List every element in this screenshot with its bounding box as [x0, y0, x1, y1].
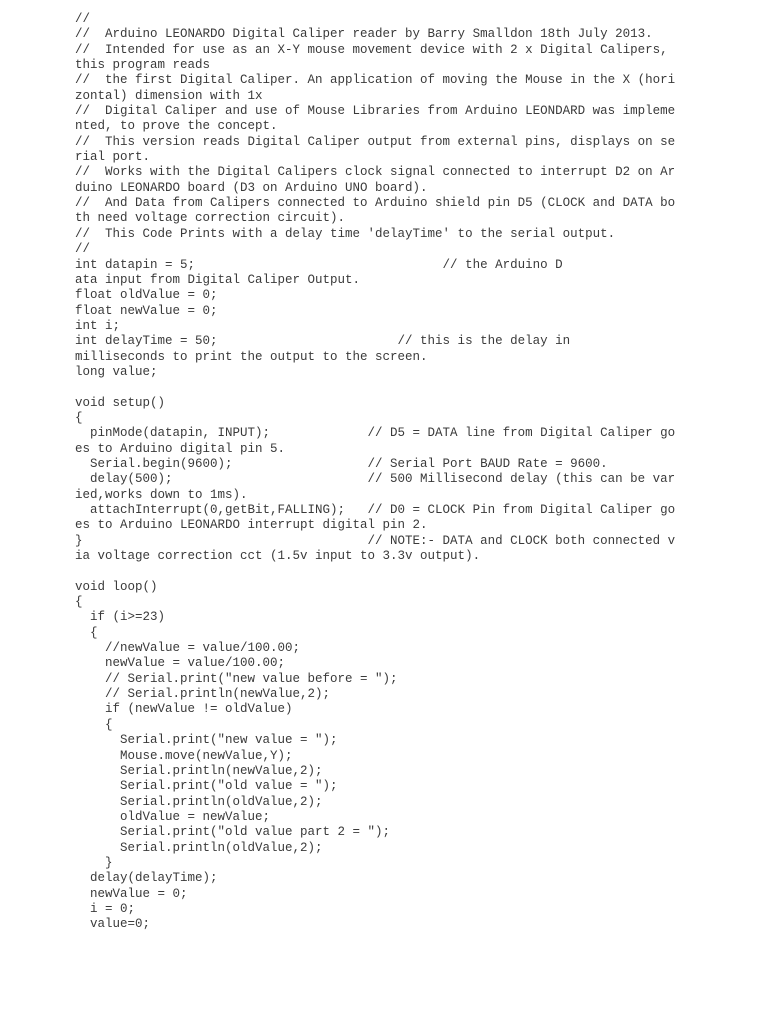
code-line: int delayTime = 50; // this is the delay in — [75, 334, 571, 349]
code-line: newValue = 0; — [75, 886, 188, 901]
code-line: ia voltage correction cct (1.5v input to 3.3v output). — [75, 549, 481, 564]
code-line: } // NOTE:- DATA and CLOCK both connected v — [75, 533, 676, 548]
code-line: ata input from Digital Caliper Output. — [75, 272, 361, 287]
code-line: newValue = value/100.00; — [75, 656, 286, 671]
code-line: Serial.print("old value = "); — [75, 779, 338, 794]
code-line: Serial.println(oldValue,2); — [75, 794, 323, 809]
code-line: // Works with the Digital Calipers clock signal connected to interrupt D2 on Ar — [75, 165, 676, 180]
code-line: } — [75, 855, 113, 870]
code-line: // Serial.println(newValue,2); — [75, 687, 331, 702]
code-line: void setup() — [75, 395, 166, 410]
code-line: { — [75, 717, 113, 732]
code-line: es to Arduino digital pin 5. — [75, 441, 286, 456]
code-line: Mouse.move(newValue,Y); — [75, 748, 293, 763]
code-line: Serial.begin(9600); // Serial Port BAUD Rate = 9600. — [75, 456, 608, 471]
code-line: if (i>=23) — [75, 610, 166, 625]
code-line: // Digital Caliper and use of Mouse Libraries from Arduino LEONDARD was impleme — [75, 104, 676, 119]
code-line: oldValue = newValue; — [75, 809, 271, 824]
code-line: int i; — [75, 318, 121, 333]
code-line: es to Arduino LEONARDO interrupt digital pin 2. — [75, 518, 428, 533]
code-line: Serial.print("new value = "); — [75, 733, 338, 748]
code-line: i = 0; — [75, 901, 136, 916]
code-line: this program reads — [75, 58, 211, 73]
code-line: //newValue = value/100.00; — [75, 641, 301, 656]
code-line: { — [75, 410, 83, 425]
code-line: attachInterrupt(0,getBit,FALLING); // D0 = CLOCK Pin from Digital Caliper go — [75, 503, 676, 517]
code-line: delay(500); // 500 Millisecond delay (this can be var — [75, 472, 676, 487]
code-line: Serial.println(newValue,2); — [75, 763, 323, 778]
code-line: th need voltage correction circuit). — [75, 211, 346, 226]
code-line: void loop() — [75, 579, 158, 594]
code-line — [75, 564, 685, 579]
code-line: ied,works down to 1ms). — [75, 487, 248, 502]
code-line: delay(delayTime); — [75, 871, 218, 886]
code-line: zontal) dimension with 1x — [75, 88, 263, 103]
code-line: float newValue = 0; — [75, 303, 218, 318]
code-line: pinMode(datapin, INPUT); // D5 = DATA line from Digital Caliper go — [75, 426, 676, 441]
code-line: // This Code Prints with a delay time 'delayTime' to the serial output. — [75, 226, 616, 241]
code-line: int datapin = 5; // the Arduino D — [75, 257, 563, 272]
code-line: if (newValue != oldValue) — [75, 702, 293, 717]
code-line: // Serial.print("new value before = "); — [75, 671, 398, 686]
code-line: float oldValue = 0; — [75, 288, 218, 303]
code-line: // Intended for use as an X-Y mouse movement device with 2 x Digital Calipers, — [75, 42, 668, 57]
code-line: milliseconds to print the output to the screen. — [75, 349, 428, 364]
code-line: // the first Digital Caliper. An application of moving the Mouse in the X (hori — [75, 73, 676, 88]
code-line: { — [75, 595, 83, 610]
code-line: nted, to prove the concept. — [75, 119, 278, 134]
code-line: // This version reads Digital Caliper output from external pins, displays on se — [75, 134, 676, 149]
code-line: Serial.println(oldValue,2); — [75, 840, 323, 855]
code-line — [75, 380, 685, 395]
code-line: { — [75, 625, 98, 640]
code-line: // — [75, 12, 91, 26]
code-line: // Arduino LEONARDO Digital Caliper reader by Barry Smalldon 18th July 2013. — [75, 27, 653, 42]
code-line: rial port. — [75, 150, 151, 165]
code-line: // — [75, 242, 91, 257]
code-document — [75, 12, 685, 933]
code-line: value=0; — [75, 917, 151, 932]
code-line: // And Data from Calipers connected to Arduino shield pin D5 (CLOCK and DATA bo — [75, 196, 676, 211]
code-line: Serial.print("old value part 2 = "); — [75, 825, 391, 840]
code-line: long value; — [75, 364, 158, 379]
code-line: duino LEONARDO board (D3 on Arduino UNO board). — [75, 180, 428, 195]
